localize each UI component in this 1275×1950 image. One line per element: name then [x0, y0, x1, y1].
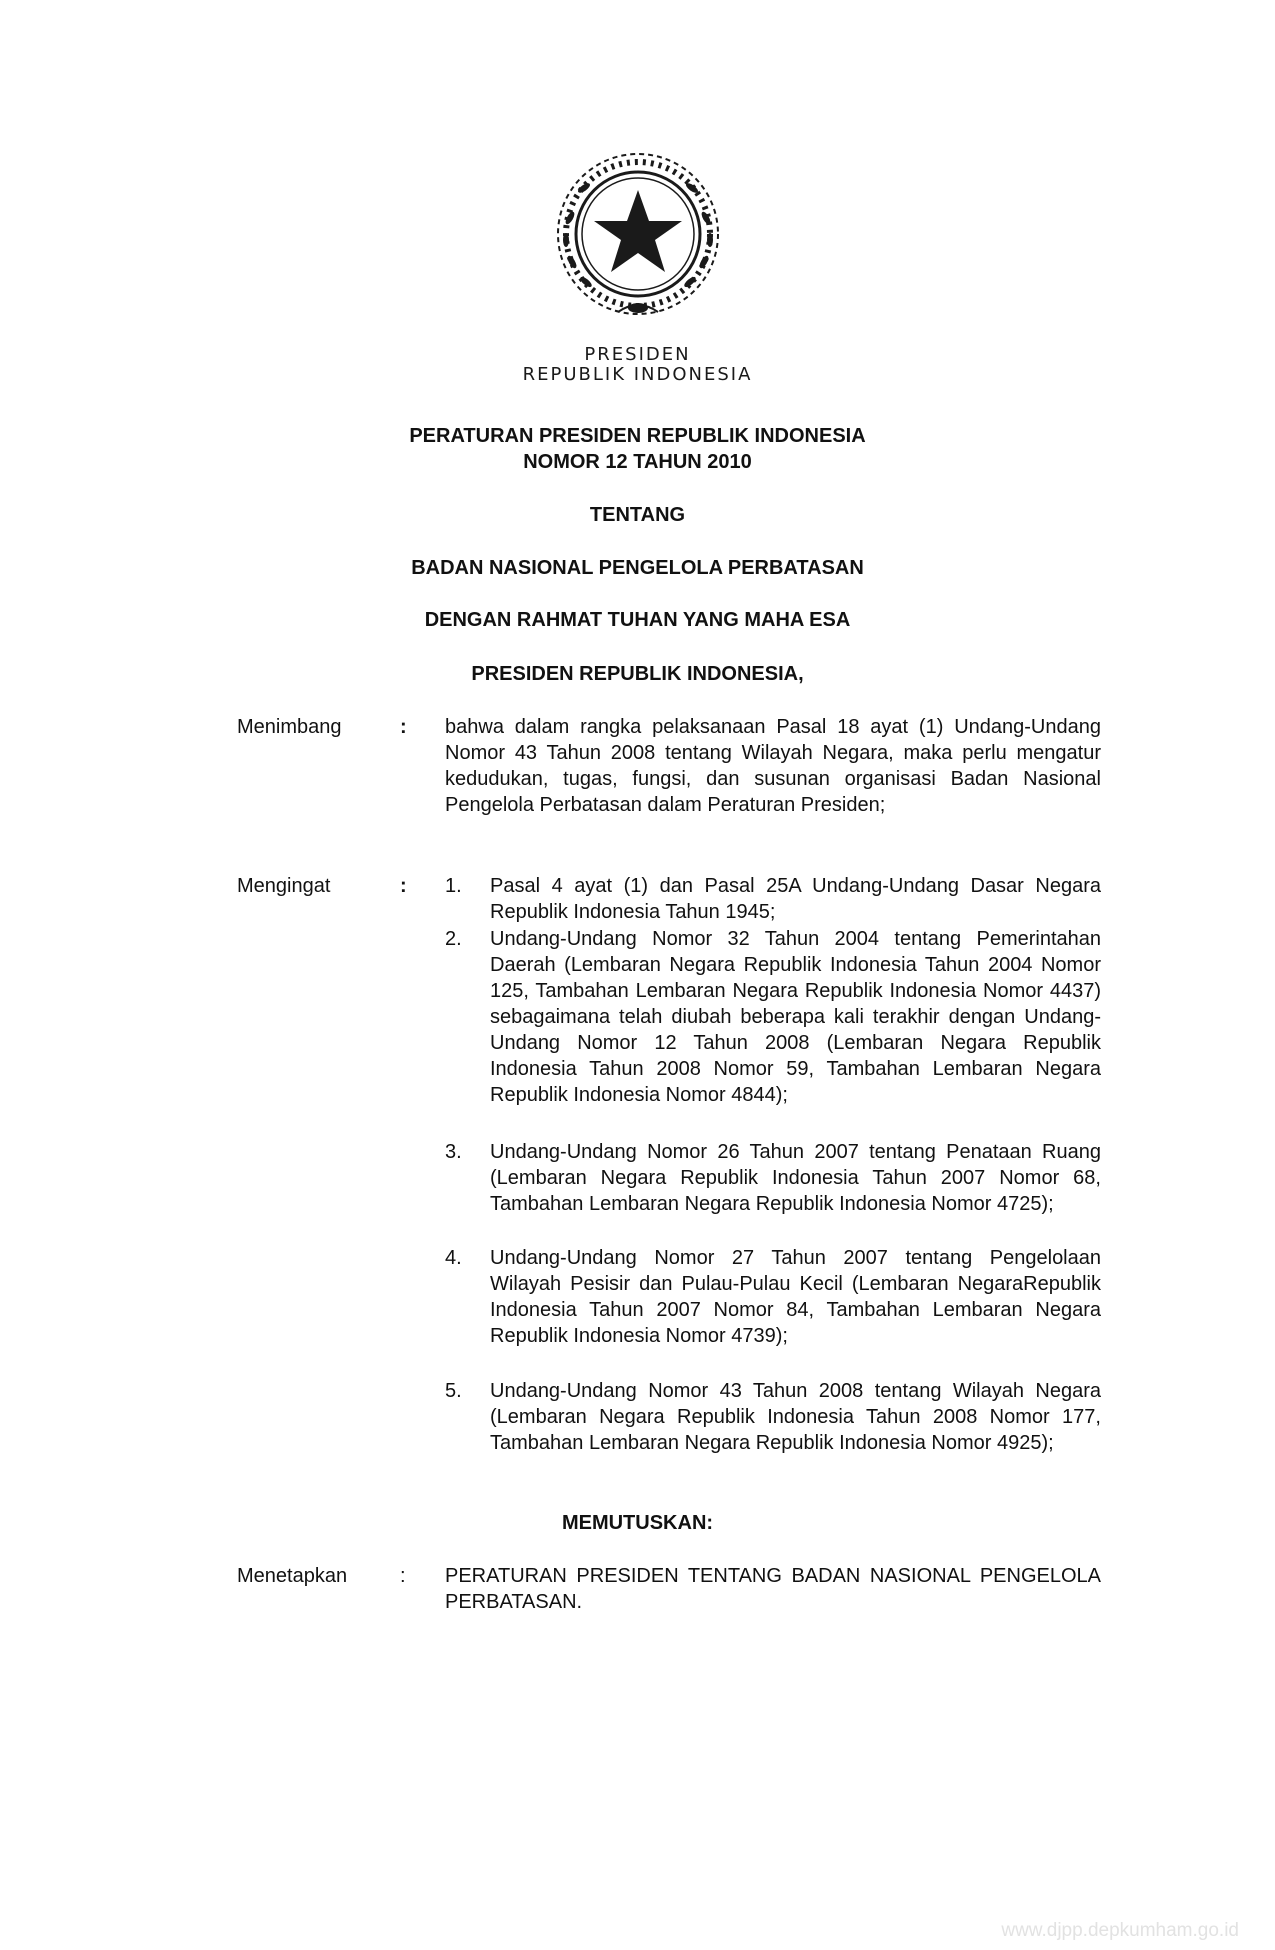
seal-caption-presiden: PRESIDEN — [584, 344, 691, 365]
mengingat-item-text: Undang-Undang Nomor 27 Tahun 2007 tentang Pengelolaan Wilayah Pesisir dan Pulau-Pulau Kecil (Lembaran NegaraRepublik Indonesia Tahun 2007 Nomor 84, Tambahan Lembaran Negara Republik Indonesia Nomor 4739); — [490, 1247, 1101, 1347]
mengingat-item-number: 3. — [445, 1141, 462, 1163]
tentang-heading: TENTANG — [589, 504, 686, 526]
mengingat-item-number: 5. — [445, 1380, 462, 1402]
mengingat-colon: : — [400, 875, 407, 897]
watermark: www.djpp.depkumham.go.id — [1001, 1920, 1239, 1941]
presidential-seal-icon — [548, 148, 728, 328]
document-subject: BADAN NASIONAL PENGELOLA PERBATASAN — [411, 557, 864, 579]
mengingat-item-text: Undang-Undang Nomor 32 Tahun 2004 tentang Pemerintahan Daerah (Lembaran Negara Republik Indonesia Tahun 2004 Nomor 125, Tambahan Lembaran Negara Republik Indonesia Nomor 4437) sebagaimana telah diubah beberapa kali terakhir dengan Undang-Undang Nomor 12 Tahun 2008 (Lembaran Negara Republik Indonesia Tahun 2008 Nomor 59, Tambahan Lembaran Negara Republik Indonesia Nomor 4844); — [490, 928, 1101, 1106]
mengingat-item-text: Undang-Undang Nomor 26 Tahun 2007 tentang Penataan Ruang (Lembaran Negara Republik Indonesia Tahun 2007 Nomor 68, Tambahan Lembaran Negara Republik Indonesia Nomor 4725); — [490, 1141, 1101, 1215]
mengingat-item-number: 4. — [445, 1247, 462, 1269]
invocation-heading: DENGAN RAHMAT TUHAN YANG MAHA ESA — [424, 609, 851, 631]
seal-caption-republik: REPUBLIK INDONESIA — [522, 364, 753, 385]
menetapkan-label: Menetapkan — [237, 1565, 348, 1587]
menetapkan-colon: : — [400, 1565, 406, 1587]
mengingat-item-number: 2. — [445, 928, 462, 950]
memutuskan-heading: MEMUTUSKAN: — [561, 1512, 714, 1534]
menetapkan-text: PERATURAN PRESIDEN TENTANG BADAN NASIONAL PENGELOLA PERBATASAN. — [445, 1565, 1101, 1613]
menimbang-label: Menimbang — [237, 716, 342, 738]
mengingat-item-text: Pasal 4 ayat (1) dan Pasal 25A Undang-Undang Dasar Negara Republik Indonesia Tahun 1945; — [490, 875, 1101, 923]
mengingat-label: Mengingat — [237, 875, 331, 897]
mengingat-item-text: Undang-Undang Nomor 43 Tahun 2008 tentang Wilayah Negara (Lembaran Negara Republik Indonesia Tahun 2008 Nomor 177, Tambahan Lembaran Negara Republik Indonesia Nomor 4925); — [490, 1380, 1101, 1454]
menimbang-text: bahwa dalam rangka pelaksanaan Pasal 18 ayat (1) Undang-Undang Nomor 43 Tahun 2008 tentang Wilayah Negara, maka perlu mengatur kedudukan, tugas, fungsi, dan susunan organisasi Badan Nasional Pengelola Perbatasan dalam Peraturan Presiden; — [445, 716, 1101, 816]
mengingat-item-number: 1. — [445, 875, 462, 897]
document-title: PERATURAN PRESIDEN REPUBLIK INDONESIA — [409, 425, 866, 447]
document-number: NOMOR 12 TAHUN 2010 — [523, 451, 752, 473]
issuer-heading: PRESIDEN REPUBLIK INDONESIA, — [471, 663, 804, 685]
menimbang-colon: : — [400, 716, 407, 738]
